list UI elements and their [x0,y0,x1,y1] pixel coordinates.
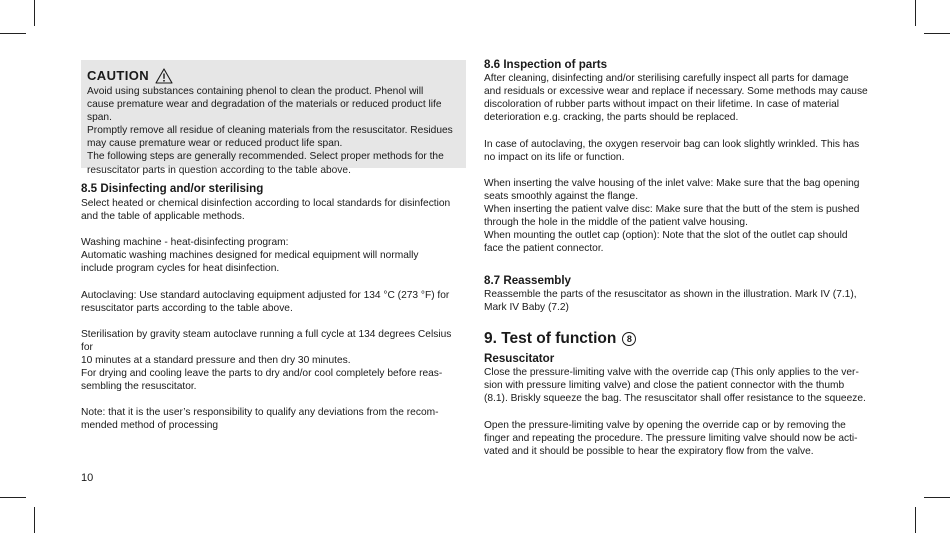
crop-mark [34,507,35,533]
crop-mark [0,33,26,34]
warning-triangle-icon [155,68,173,84]
section-9-paragraph: Open the pressure-limiting valve by opening the override cap or by removing the finger and repeating the procedure. The pressure limiting valve should now be acti- vated and it should be possible to hear the expiratory flow from the valve. [484,420,858,458]
crop-mark [915,0,916,26]
section-8-6-paragraph: After cleaning, disinfecting and/or sterilising carefully inspect all parts for damage and residuals or excessive wear and replace if necessary. Some methods may cause discoloration of rubber parts without impact on their lifetime. In case of material deterioration e.g. cracking, the parts should be replaced. [484,73,868,124]
crop-mark [924,33,950,34]
caution-box [81,60,466,176]
section-8-5-paragraph: Select heated or chemical disinfection according to local standards for disinfection and the table of applicable methods. [81,198,451,223]
section-9-title: 9. Test of function [484,330,617,347]
section-8-5-paragraph: For drying and cooling leave the parts to dry and/or cool completely before reas- sembling the resuscitator. [81,368,443,393]
section-8-5-paragraph: Note: that it is the user’s responsibility to qualify any deviations from the recom- mended method of processing [81,407,439,432]
section-9-heading [484,329,872,349]
crop-mark [0,497,26,498]
crop-mark [34,0,35,26]
section-8-6-heading: 8.6 Inspection of parts [484,58,608,71]
page-number: 10 [81,472,94,484]
caution-text: Avoid using substances containing phenol to clean the product. Phenol will cause premature wear and degradation of the materials or reduced product life span. Promptly remove all residue of cleaning materials from the resuscitator. Residues may cause premature wear or reduced product life span. The following steps are generally recommended. Select proper methods for the resuscitator parts in question according to the table above. [87,86,453,176]
section-8-7-heading: 8.7 Reassembly [484,274,572,287]
section-8-5-paragraph: Sterilisation by gravity steam autoclave running a full cycle at 134 degrees Celsius for 10 minutes at a standard pressure and then dry 30 minutes. [81,329,452,367]
crop-mark [915,507,916,533]
section-8-5-paragraph: Washing machine - heat-disinfecting program: Automatic washing machines designed for medical equipment will normally include program cycles for heat disinfection. [81,237,419,275]
section-8-6-paragraph: In case of autoclaving, the oxygen reservoir bag can look slightly wrinkled. This has no impact on its life or function. [484,139,860,164]
section-9-paragraph: Close the pressure-limiting valve with the override cap (This only applies to the ver- sion with pressure limiting valve) and close the patient connector with the thumb (8.1). Briskly squeeze the bag. The resuscitator shall offer resistance to the squeeze. [484,367,866,405]
section-8-5-paragraph: Autoclaving: Use standard autoclaving equipment adjusted for 134 °C (273 °F) for resuscitator parts according to the table above. [81,290,450,315]
section-8-7-paragraph: Reassemble the parts of the resuscitator as shown in the illustration. Mark IV (7.1), Mark IV Baby (7.2) [484,289,857,314]
section-8-5-heading: 8.5 Disinfecting and/or sterilising [81,182,264,195]
figure-reference-badge: 8 [622,332,636,346]
caution-heading [87,67,460,85]
resuscitator-subheading: Resuscitator [484,352,555,365]
section-8-6-paragraph: When inserting the valve housing of the inlet valve: Make sure that the bag opening seats smoothly against the flange. When inserting the patient valve disc: Make sure that the butt of the stem is pushed through the hole in the middle of the patient valve housing. When mounting the outlet cap (option): Note that the slot of the outlet cap should face the patient connector. [484,178,860,255]
crop-mark [924,497,950,498]
caution-title: CAUTION [87,68,150,83]
